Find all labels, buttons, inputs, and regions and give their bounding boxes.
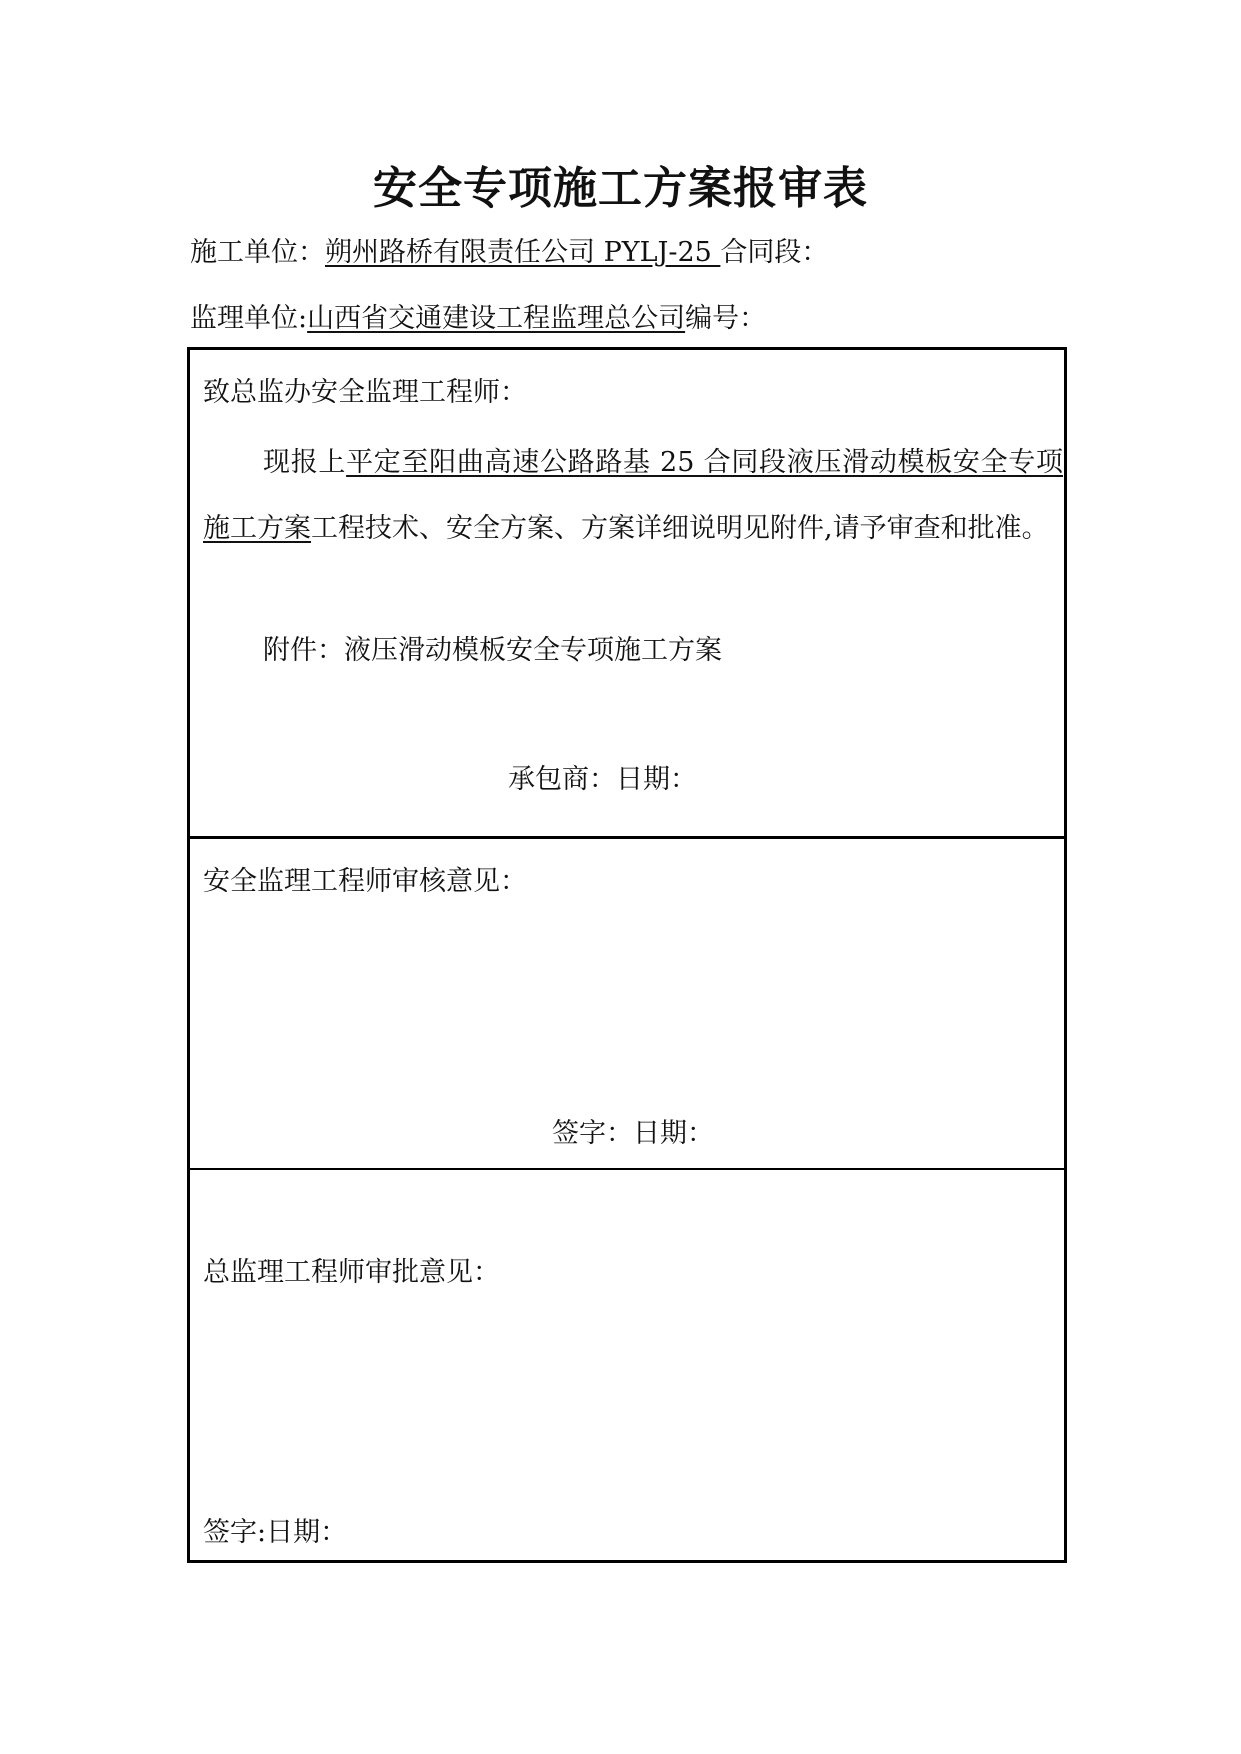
page-title: 安全专项施工方案报审表 (373, 163, 868, 214)
contract-section-label: 合同段： (720, 237, 829, 268)
contractor-line (190, 230, 828, 269)
body-prefix: 现报上 (263, 447, 347, 478)
body-suffix: 工程技术、安全方案、方案详细说明见附件,请予审查和批准。 (311, 513, 1049, 544)
attachment-line: 附件：液压滑动模板安全专项施工方案 (263, 635, 722, 666)
project-name: 平定至阳曲高速公路路基 25 合同段液压滑动模板安全专项施工方案 (203, 447, 1063, 544)
addressee: 致总监办安全监理工程师： (203, 377, 527, 408)
chief-approval-signature: 签字:日期： (203, 1517, 348, 1548)
approval-form-table (187, 347, 1067, 1563)
safety-review-signature: 签字：日期： (552, 1118, 714, 1149)
chief-engineer-approval-section (190, 1170, 1064, 1560)
contractor-name: 朔州路桥有限责任公司 PYLJ-25 (325, 237, 721, 268)
contractor-label: 施工单位： (190, 237, 325, 268)
supervisor-line (190, 296, 766, 335)
chief-approval-heading: 总监理工程师审批意见： (203, 1257, 500, 1288)
supervisor-label: 监理单位: (190, 303, 308, 334)
contractor-signature-line: 承包商：日期： (508, 764, 697, 795)
supervisor-name: 山西省交通建设工程监理总公司 (307, 303, 686, 334)
safety-review-heading: 安全监理工程师审核意见： (203, 866, 527, 897)
safety-engineer-review-section (190, 839, 1064, 1170)
submission-section (190, 350, 1064, 839)
number-label: 编号： (685, 303, 767, 334)
submission-body (203, 430, 1063, 562)
